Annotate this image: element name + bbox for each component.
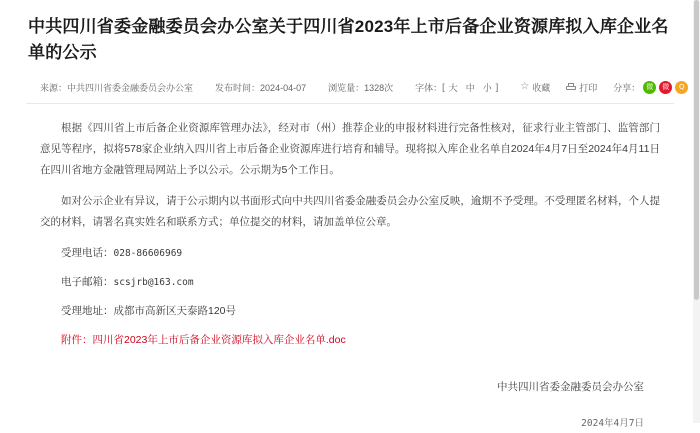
- paragraph-2: 如对公示企业有异议，请于公示期内以书面形式向中共四川省委金融委员会办公室反映，逾期不予受理。不受理匿名材料，个人提交的材料，请署名真实姓名和联系方式；单位提交的材料，请加盖单位公章。: [40, 194, 660, 228]
- contact-address-label: 受理地址：: [61, 304, 114, 317]
- font-size-switcher[interactable]: [415, 81, 498, 94]
- attachment-row: [40, 330, 660, 351]
- page-title: 中共四川省委金融委员会办公室关于四川省2023年上市后备企业资源库拟入库企业名单的公示: [28, 17, 669, 63]
- font-size-small[interactable]: 小: [482, 82, 492, 93]
- wechat-icon-glyph: 微: [646, 82, 654, 91]
- print-icon: [566, 83, 576, 92]
- contact-email: [40, 272, 660, 293]
- meta-source-value: 中共四川省委金融委员会办公室: [67, 82, 194, 93]
- contact-email-value: scsjrb@163.com: [113, 276, 194, 288]
- print-button[interactable]: [566, 81, 597, 94]
- meta-source: [40, 81, 193, 94]
- qq-icon[interactable]: [675, 81, 688, 94]
- contact-phone-label: 受理电话：: [61, 246, 114, 259]
- meta-views: [328, 81, 393, 94]
- favorite-button[interactable]: [520, 81, 550, 94]
- contact-email-label: 电子邮箱：: [61, 275, 114, 288]
- font-size-medium[interactable]: 中: [465, 82, 475, 93]
- signature: 中共四川省委金融委员会办公室: [497, 380, 644, 393]
- wechat-icon[interactable]: [643, 81, 656, 94]
- scrollbar-thumb[interactable]: [694, 0, 699, 300]
- article-meta-bar: [26, 81, 685, 104]
- contact-phone-value: 028-86606969: [113, 247, 183, 259]
- share-label: 分享：: [613, 82, 641, 93]
- bracket-right: ]: [495, 82, 499, 93]
- meta-publish-time: [215, 81, 306, 94]
- article-body: [26, 104, 674, 433]
- share-icons: [643, 81, 688, 94]
- paragraph-1: 根据《四川省上市后备企业资源库管理办法》，经对市（州）推荐企业的申报材料进行完备性核对，征求行业主管部门、监管部门意见等程序，拟将578家企业纳入四川省上市后备企业资源库进行培育和辅导。现将拟入库企业名单自2024年4月7日至2024年4月11日在四川省地方金融管理局网站上予以公示。公示期为5个工作日。: [40, 121, 660, 176]
- print-label: 打印: [579, 82, 598, 93]
- weibo-icon-glyph: 微: [662, 82, 670, 91]
- weibo-icon[interactable]: [659, 81, 672, 94]
- favorite-label: 收藏: [532, 82, 551, 93]
- share-group: [613, 81, 688, 94]
- contact-address-value: 成都市高新区天泰路120号: [113, 304, 237, 317]
- attachment-label: 附件：: [61, 333, 93, 346]
- meta-source-label: 来源：: [40, 82, 68, 93]
- bracket-left: [: [442, 82, 445, 93]
- star-icon: ☆: [520, 81, 530, 93]
- contact-phone: [40, 243, 660, 264]
- contact-address: [40, 301, 660, 322]
- font-size-label: 字体：: [415, 82, 443, 93]
- meta-views-label: 浏览量：: [328, 82, 365, 93]
- meta-views-value: 1328次: [364, 82, 394, 93]
- page-scrollbar[interactable]: [693, 0, 700, 423]
- font-size-large[interactable]: 大: [448, 82, 458, 93]
- meta-publish-value: 2024-04-07: [260, 82, 307, 93]
- signature-date: 2024年4月7日: [581, 417, 644, 429]
- attachment-link[interactable]: 四川省2023年上市后备企业资源库拟入库企业名单.doc: [92, 333, 346, 346]
- meta-publish-label: 发布时间：: [215, 82, 261, 93]
- meta-actions: [520, 81, 688, 94]
- qq-icon-glyph: Q: [678, 82, 685, 91]
